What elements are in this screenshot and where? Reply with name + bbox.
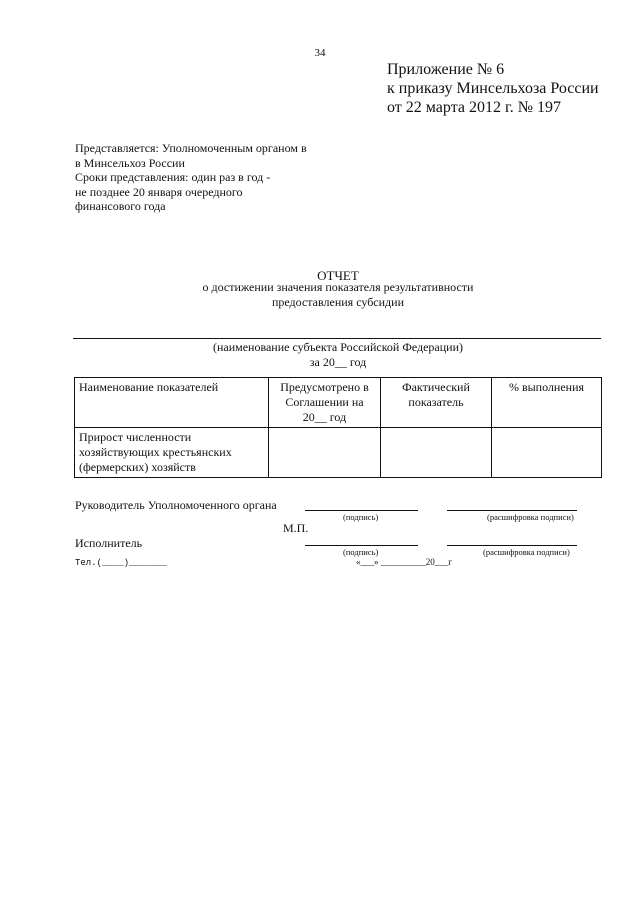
submission-line-5: финансового года [75, 199, 166, 213]
report-subtitle-line-1: о достижении значения показателя результативности [202, 280, 474, 294]
region-caption-block [0, 340, 640, 370]
executor-decoding-line [447, 545, 577, 546]
region-year: за 20__ год [309, 355, 367, 369]
table-row [75, 428, 602, 478]
executor-label: Исполнитель [75, 536, 143, 550]
region-name-line [73, 338, 601, 339]
head-decoding-caption: (расшифровка подписи) [487, 512, 574, 522]
head-signature-caption: (подпись) [343, 512, 379, 522]
report-subtitle [0, 280, 640, 310]
phone-field: Тел.(____)_______ [75, 558, 167, 568]
submission-line-3: Сроки представления: один раз в год - [75, 170, 271, 184]
report-title: ОТЧЕТ [317, 268, 359, 283]
table-cell-percent [492, 428, 602, 478]
head-label: Руководитель Уполномоченного органа [75, 498, 277, 512]
submission-info [75, 141, 307, 214]
table-cell-planned [269, 428, 381, 478]
executor-signature-caption: (подпись) [343, 547, 379, 557]
page-number: 34 [314, 47, 326, 59]
region-caption: (наименование субъекта Российской Федерации) [212, 340, 464, 354]
report-subtitle-line-2: предоставления субсидии [271, 295, 405, 309]
submission-line-4: не позднее 20 января очередного [75, 184, 243, 199]
table-header-row [75, 378, 602, 428]
appendix-date: от 22 марта 2012 г. № 197 [387, 99, 561, 116]
head-signature-line [305, 510, 418, 511]
executor-decoding-caption: (расшифровка подписи) [483, 547, 570, 557]
table-cell-indicator: Прирост численности хозяйствующих крестьянских (фермерских) хозяйств [75, 428, 269, 478]
head-decoding-line [447, 510, 577, 511]
executor-signature-line [305, 545, 418, 546]
appendix-number: Приложение № 6 [387, 61, 505, 78]
submission-line-2: в Минсельхоз России [75, 155, 185, 170]
date-field: «___» __________20___г [356, 557, 452, 567]
appendix-block [387, 60, 599, 117]
table-header-actual: Фактический показатель [381, 378, 492, 428]
seal-mark: М.П. [283, 521, 309, 535]
report-table [74, 377, 602, 478]
table-header-percent: % выполнения [492, 378, 602, 428]
submission-line-1: Представляется: Уполномоченным органом в [75, 141, 307, 155]
table-header-name: Наименование показателей [75, 378, 269, 428]
appendix-order: к приказу Минсельхоза России [387, 80, 599, 97]
table-cell-actual [381, 428, 492, 478]
table-header-planned: Предусмотрено в Соглашении на 20__ год [269, 378, 381, 428]
